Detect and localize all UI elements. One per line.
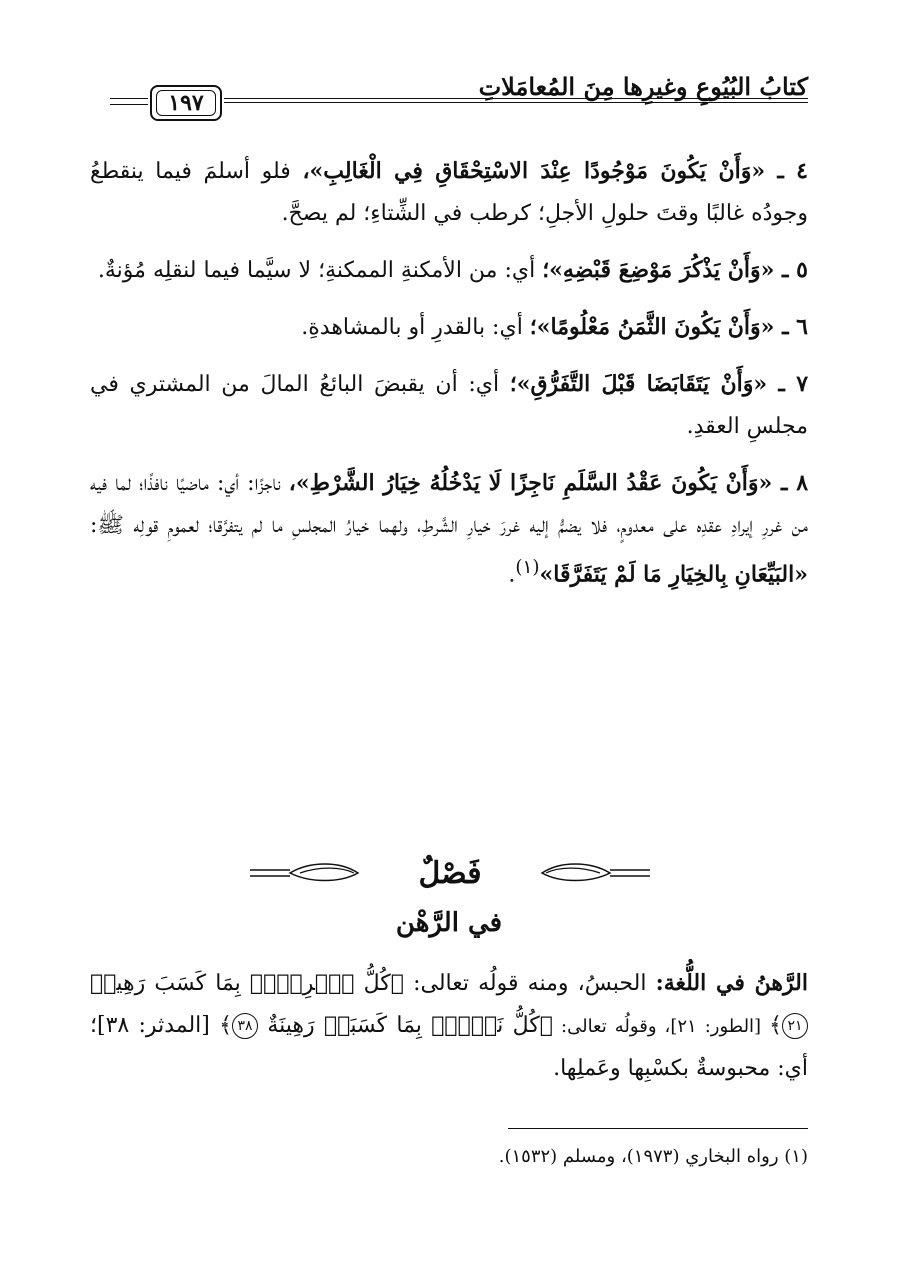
condition-text: ٦ ـ «وَأَنْ يَكُونَ الثَّمَنُ مَعْلُومًا»؛ [529,314,808,340]
sentence-end: . [508,562,516,588]
condition-text: ٥ ـ «وَأَنْ يَذْكُرَ مَوْضِعَ قَبْضِهِ»؛ [542,257,808,283]
paragraph-rahn-definition [90,962,808,1090]
section-subheading: في الرَّهْن [395,908,503,938]
verse-citation: [الطور: ٢١]، وقولُه تعالى: [553,1016,770,1037]
definition-term: الرَّهنُ في اللُّغة: [655,970,808,996]
page-number-frame [150,85,222,121]
paragraph-condition-6 [90,306,808,349]
verse-citation: [المدثر: ٣٨]؛ أي: محبوسةٌ بكسْبِها وعَملِها. [90,1013,808,1081]
paragraph-condition-7 [90,363,808,448]
ayah-number: ٢١ [782,1013,808,1039]
ornament-right-icon [540,861,650,885]
explanation-text: ناجزًا: أي: ماضيًا نافذًا؛ لما فيه من غررِ إيرادِ عقدِه على معدومٍ، فلا يضمُّ إليه غررَ خيارِ الشَّرطِ، ولهما خيارُ المجلسِ ما لم يتفرَّقا؛ لعمومِ قولِه ﷺ: [90,471,808,538]
section-divider [250,848,650,898]
paragraph-condition-5 [90,249,808,292]
condition-text: ٤ ـ «وَأَنْ يَكُونَ مَوْجُودًا عِنْدَ الاسْتِحْقَاقِ فِي الْغَالِبِ»، [302,158,808,184]
header-rule [110,98,148,99]
quran-verse: ﴿كُلُّ نَفۡسِۭ بِمَا كَسَبَتۡ رَهِينَةٌ [267,1013,553,1038]
rahn-text-block [90,962,808,1090]
header-rule [224,102,808,103]
explanation-text: فلو أسلمَ فيما ينقطعُ وجودُه غالبًا وقتَ حلولِ الأجلِ؛ كرطب في الشِّتاءِ؛ لم يصحَّ. [90,159,808,226]
definition-text: الحبسُ، ومنه قولُه تعالى: [403,971,656,996]
section-heading: فَصْلٌ [418,855,482,891]
condition-text: ٧ ـ «وَأَنْ يَتَقَابَضَا قَبْلَ التَّفَرُّقِ»؛ [509,371,809,397]
paragraph-condition-4 [90,150,808,235]
footnote: (١) رواه البخاري (١٩٧٣)، ومسلم (١٥٣٢). [498,1146,808,1167]
paragraph-condition-8 [90,462,808,596]
hadith-text: «البَيِّعَانِ بِالخِيَارِ مَا لَمْ يَتَفَرَّقَا» [539,561,808,588]
main-text-block [90,150,808,596]
ayah-number: ٣٨ [232,1013,258,1039]
explanation-text: أي: أن يقبضَ البائعُ المالَ من المشتري في مجلسِ العقدِ. [90,372,808,439]
header-rule [224,98,808,99]
quran-bracket: ﴾ [769,1013,782,1038]
footnote-ref: (١) [515,557,540,578]
ornament-left-icon [250,861,360,885]
explanation-text: أي: بالقدرِ أو بالمشاهدةِ. [301,315,530,340]
explanation-text: أي: من الأمكنةِ الممكنةِ؛ لا سيَّما فيما لنقلِه مُؤنةٌ. [97,258,543,283]
quran-bracket: ﴾ [219,1013,233,1038]
page-number: ١٩٧ [156,90,216,116]
running-header-title: كتابُ البُيُوعِ وغيرِها مِنَ المُعامَلاتِ [478,72,808,101]
condition-text: ٨ ـ «وَأَنْ يَكُونَ عَقْدُ السَّلَمِ نَاجِزًا لَا يَدْخُلُهُ خِيَارُ الشَّرْطِ»، [288,470,809,496]
header-rule [110,104,148,105]
quran-verse: ﴿كُلُّ ٱمۡرِيِٕۭ بِمَا كَسَبَ رَهِينٞ [90,971,404,996]
footnote-separator [508,1128,808,1129]
